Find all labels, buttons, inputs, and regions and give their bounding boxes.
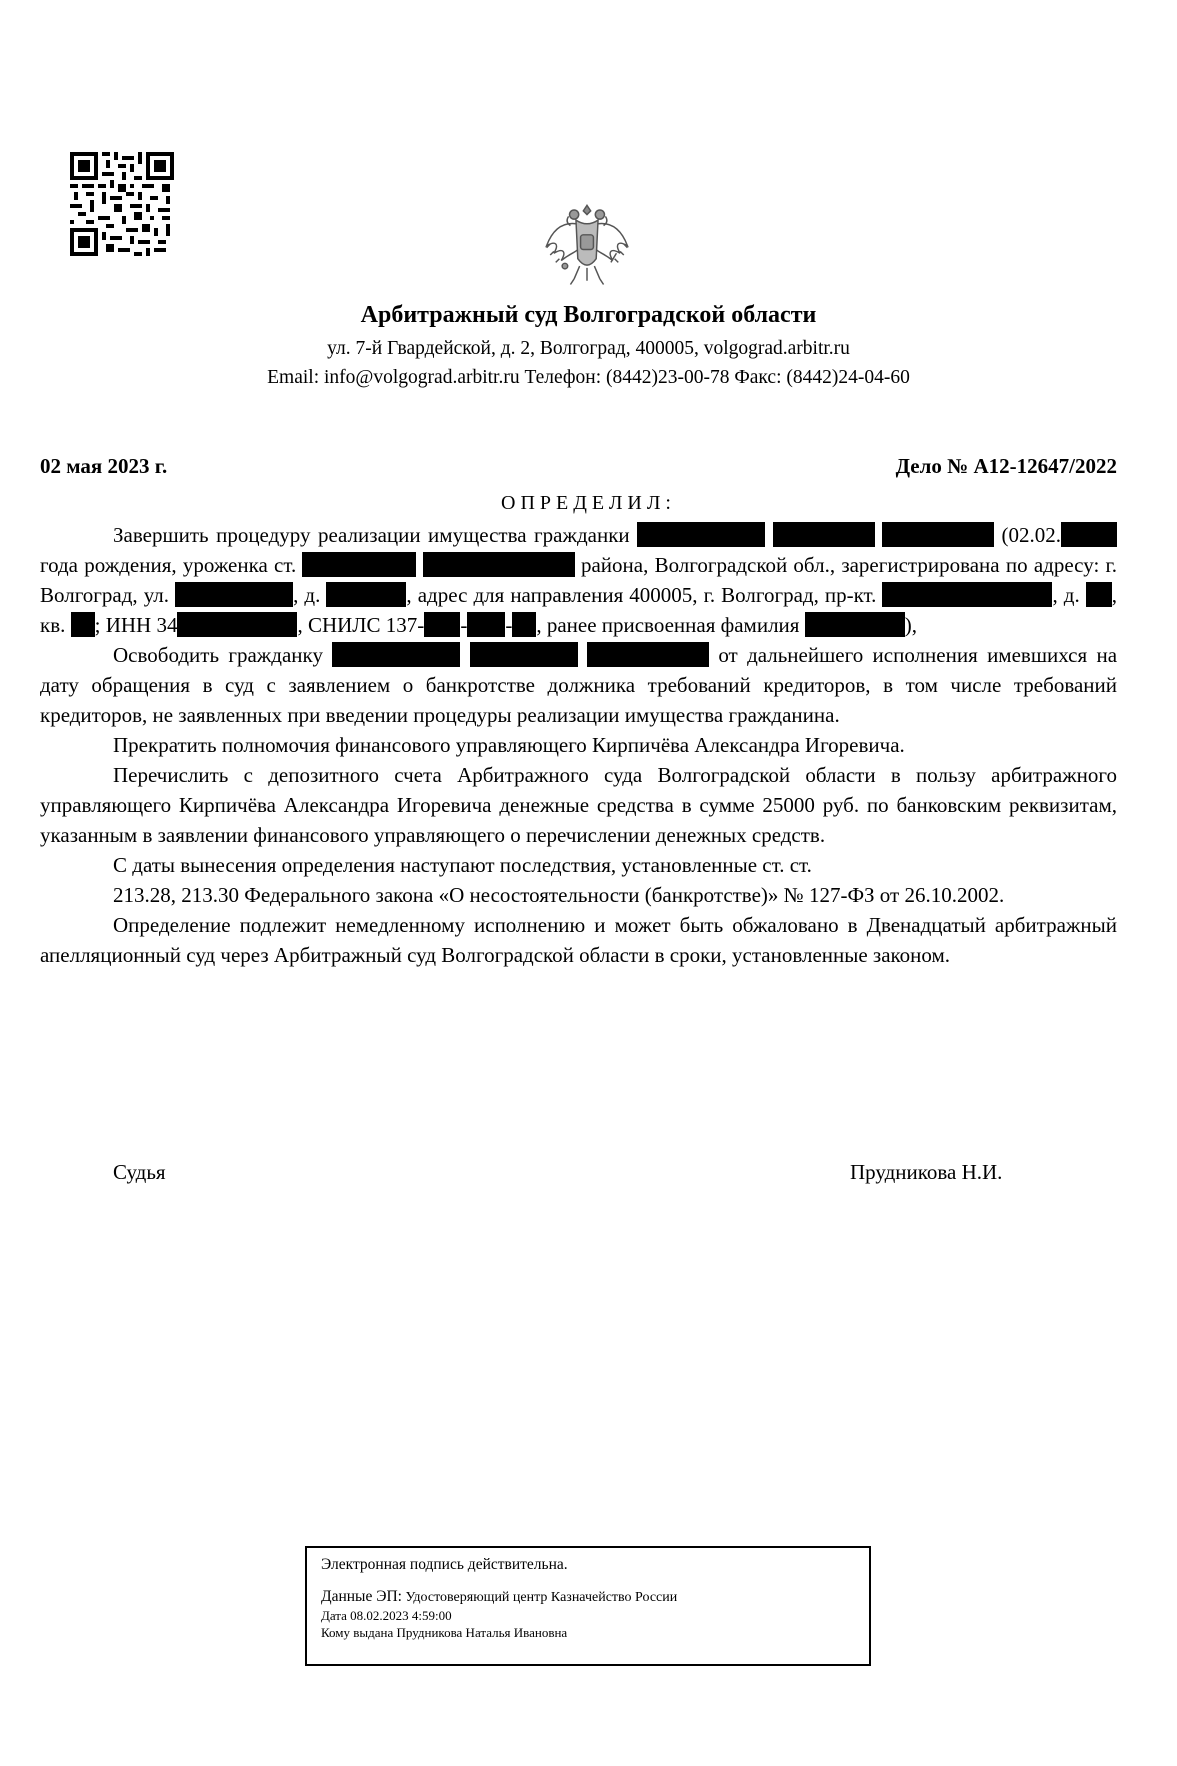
coat-of-arms-emblem (541, 198, 633, 290)
redaction-block (71, 612, 95, 637)
redaction-block (467, 612, 505, 637)
signature-data-label: Данные ЭП: (321, 1588, 402, 1605)
redaction-block (773, 522, 875, 547)
redaction-block (177, 612, 297, 637)
paragraph-law-reference: 213.28, 213.30 Федерального закона «О несостоятельности (банкротстве)» № 127-ФЗ от 26.10.2002. (113, 883, 1005, 907)
redaction-block (424, 612, 460, 637)
redaction-block (882, 522, 994, 547)
redaction-block (470, 642, 578, 667)
signature-date: Дата 08.02.2023 4:59:00 (321, 1608, 452, 1623)
judge-label: Судья (113, 1160, 166, 1184)
redaction-block (637, 522, 765, 547)
signature-valid-text: Электронная подпись действительна. (321, 1556, 568, 1573)
paragraph-complete-procedure: Завершить процедуру реализации имущества гражданки (02.02. года рождения, уроженка ст. района, Волгоградской обл., зарегистрирована по адресу: г. Волгоград, ул. , д. , адрес для направления 400005, г. Волгоград, пр-кт. , д. , кв. ; ИНН 34 , СНИЛС 137- - - , ранее присвоенная фамилия ), (40, 523, 1118, 637)
paragraph-release-debtor: Освободить гражданку от дальнейшего исполнения имевшихся на дату обращения в суд с заявлением о банкротстве должника требований кредиторов, в том числе требований кредиторов, не заявленных при введении процедуры реализации имущества гражданина. (40, 643, 1118, 727)
redaction-block (175, 582, 293, 607)
redaction-block (512, 612, 536, 637)
paragraph-appeal: Определение подлежит немедленному исполнению и может быть обжаловано в Двенадцатый арбитражный апелляционный суд через Арбитражный суд Волгоградской области в сроки, установленные законом. (40, 913, 1117, 967)
court-contacts: Email: info@volgograd.arbitr.ru Телефон: (8442)23-00-78 Факс: (8442)24-04-60 (267, 367, 910, 388)
redaction-block (1061, 522, 1117, 547)
redaction-block (423, 552, 575, 577)
paragraph-consequences: С даты вынесения определения наступают последствия, установленные ст. ст. (113, 853, 812, 877)
electronic-signature-box (305, 1546, 871, 1666)
redaction-block (587, 642, 709, 667)
case-number: Дело № А12-12647/2022 (895, 454, 1117, 478)
redaction-block (332, 642, 460, 667)
paragraph-transfer-funds: Перечислить с депозитного счета Арбитражного суда Волгоградской области в пользу арбитражного управляющего Кирпичёва Александра Игоревича денежные средства в сумме 25000 руб. по банковским реквизитам, указанным в заявлении финансового управляющего о перечислении денежных средств. (40, 763, 1117, 847)
signature-issued-to: Кому выдана Прудникова Наталья Ивановна (321, 1625, 568, 1640)
ruling-heading: ОПРЕДЕЛИЛ: (501, 492, 676, 514)
signature-data-line (321, 1588, 855, 1607)
redaction-block (302, 552, 416, 577)
document-date: 02 мая 2023 г. (40, 454, 168, 478)
redaction-block (805, 612, 905, 637)
judge-name: Прудникова Н.И. (850, 1160, 1003, 1184)
redaction-block (882, 582, 1052, 607)
paragraph-terminate-manager: Прекратить полномочия финансового управляющего Кирпичёва Александра Игоревича. (113, 733, 905, 757)
redaction-block (326, 582, 406, 607)
court-name: Арбитражный суд Волгоградской области (360, 302, 817, 328)
ruling-body (40, 520, 1117, 970)
signature-issuer: Удостоверяющий центр Казначейство России (405, 1590, 678, 1605)
qr-code (70, 152, 174, 256)
redaction-block (1086, 582, 1112, 607)
court-address: ул. 7-й Гвардейской, д. 2, Волгоград, 400005, volgograd.arbitr.ru (327, 338, 850, 359)
